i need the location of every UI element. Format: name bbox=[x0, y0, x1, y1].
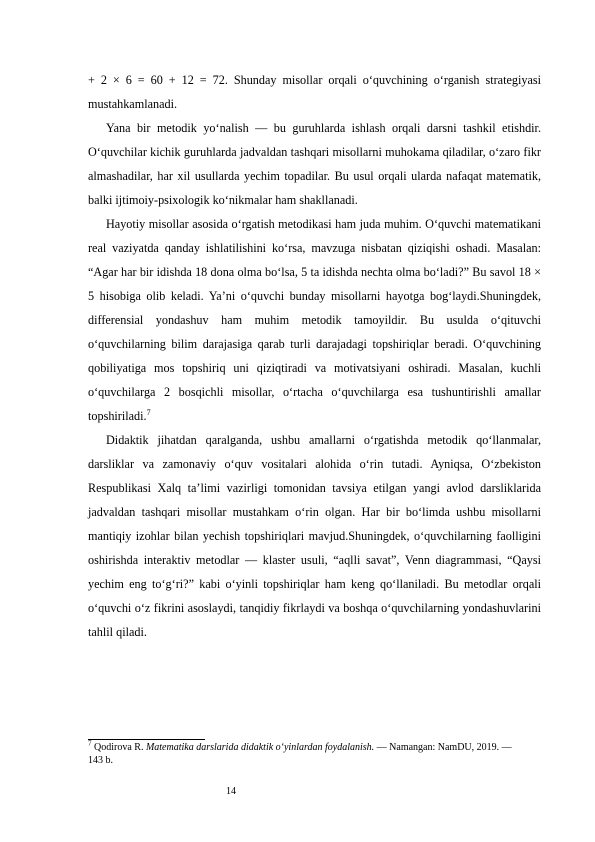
footnote-reference[interactable]: 7 bbox=[146, 407, 151, 417]
footnote-publisher: — Namangan: NamDU, 2019. — 143 b. bbox=[88, 742, 512, 766]
paragraph-3 bbox=[88, 212, 541, 428]
body-text bbox=[88, 68, 541, 644]
paragraph-3-text: Hayotiy misollar asosida o‘rgatish metodikasi ham juda muhim. O‘quvchi matematikani real vaziyatda qanday ishlatilishini ko‘rsa, mavzuga nisbatan qiziqishi oshadi. Masalan: “Agar har bir idishda 18 dona olma bo‘lsa, 5 ta idishda nechta olma bo‘ladi?” Bu savol 18 × 5 hisobiga olib keladi. Ya’ni o‘quvchi bunday misollarni hayotga bog‘laydi.Shuningdek, differensial yondashuv ham muhim metodik tamoyildir. Bu usulda o‘qituvchi o‘quvchilarning bilim darajasiga qarab turli darajadagi topshiriqlar beradi. O‘quvchining qobiliyatiga mos topshiriq uni qiziqtiradi va motivatsiyani oshiradi. Masalan, kuchli o‘quvchilarga 2 bosqichli misollar, o‘rtacha o‘quvchilarga esa tushuntirishli amallar topshiriladi. bbox=[88, 217, 541, 423]
paragraph-1: + 2 × 6 = 60 + 12 = 72. Shunday misollar orqali o‘quvchining o‘rganish strategiyasi mustahkamlanadi. bbox=[88, 73, 541, 111]
paragraph-2: Yana bir metodik yo‘nalish — bu guruhlarda ishlash orqali darsni tashkil etishdir. O‘quvchilar kichik guruhlarda jadvaldan tashqari misollarni muhokama qiladilar, o‘zaro fikr almashadilar, har xil usullarda yechim topadilar. Bu usul orqali ularda nafaqat matematik, balki ijtimoiy-psixologik ko‘nikmalar ham shakllanadi. bbox=[88, 121, 541, 207]
paragraph-4: Didaktik jihatdan qaralganda, ushbu amallarni o‘rgatishda metodik qo‘llanmalar, darsliklar va zamonaviy o‘quv vositalari alohida o‘rin tutadi. Ayniqsa, O‘zbekiston Respublikasi Xalq ta’limi vazirligi tomonidan tavsiya etilgan yangi avlod darsliklarida jadvaldan tashqari misollar mustahkam o‘rin olgan. Har bir bo‘limda ushbu misollarni mantiqiy izohlar bilan yechish topshiriqlari mavjud.Shuningdek, o‘quvchilarning faolligini oshirishda interaktiv metodlar — klaster usuli, “aqlli savat”, Venn diagrammasi, “Qaysi yechim eng to‘g‘ri?” kabi o‘yinli topshiriqlar ham keng qo‘llaniladi. Bu metodlar orqali o‘quvchi o‘z fikrini asoslaydi, tanqidiy fikrlaydi va boshqa o‘quvchilarning yondashuvlarini tahlil qiladi. bbox=[88, 433, 541, 639]
footnote bbox=[88, 741, 528, 767]
page-number: 14 bbox=[226, 786, 236, 797]
footnote-title: Matematika darslarida didaktik o‘yinlardan foydalanish. bbox=[145, 742, 375, 753]
footnote-mark: 7 bbox=[88, 739, 92, 748]
footnote-author: Qodirova R. bbox=[94, 742, 144, 753]
footnote-separator bbox=[88, 739, 205, 740]
